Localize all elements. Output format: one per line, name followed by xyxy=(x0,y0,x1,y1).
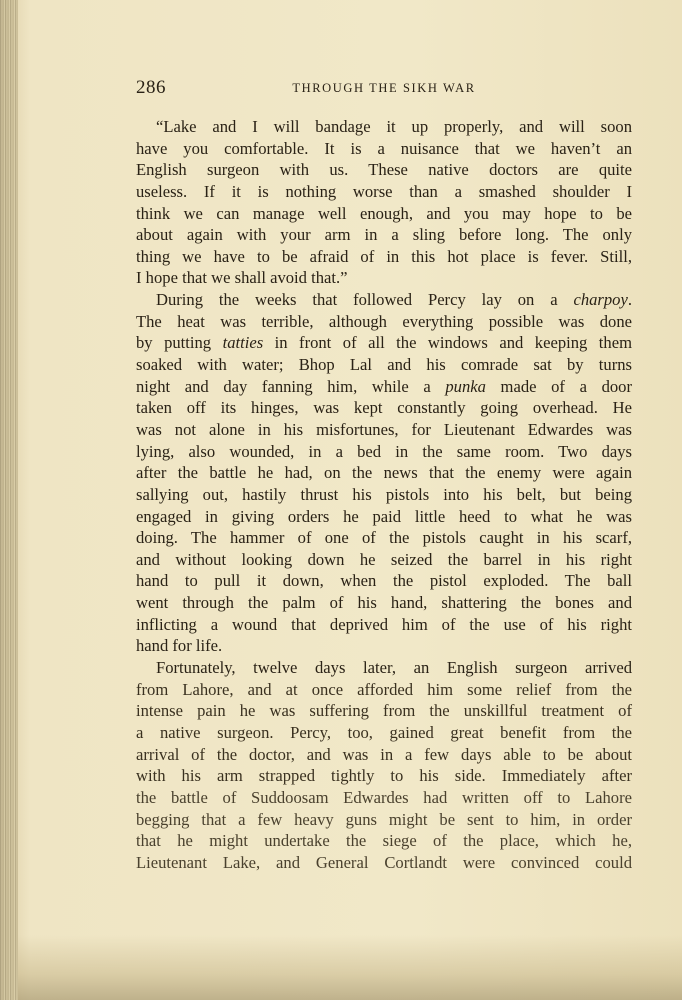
text-line xyxy=(136,852,632,874)
text-segment: hand to pull it down, when the pistol exploded. The ball xyxy=(136,571,632,591)
text-line xyxy=(136,657,632,679)
text-segment: that he might undertake the siege of the place, which he, xyxy=(136,831,632,851)
text-line xyxy=(136,441,632,463)
text-line xyxy=(136,376,632,398)
text-segment: inflicting a wound that deprived him of the use of his right xyxy=(136,614,632,634)
text-line xyxy=(136,138,632,160)
text-line xyxy=(136,527,632,549)
text-line xyxy=(136,744,632,766)
text-line xyxy=(136,506,632,528)
text-line xyxy=(136,224,632,246)
text-segment: begging that a few heavy guns might be sent to him, in order xyxy=(136,809,632,829)
text-segment: doing. The hammer of one of the pistols caught in his scarf, xyxy=(136,528,632,548)
text-line xyxy=(136,116,632,138)
text-segment: and without looking down he seized the barrel in his right xyxy=(136,549,632,569)
text-segment: a native surgeon. Percy, too, gained great benefit from the xyxy=(136,722,632,742)
text-line xyxy=(136,592,632,614)
text-segment: Lieutenant Lake, and General Cortlandt were convinced could xyxy=(136,852,632,872)
text-line xyxy=(136,809,632,831)
text-line xyxy=(136,354,632,376)
text-line xyxy=(136,267,632,289)
text-line xyxy=(136,289,632,311)
text-segment: from Lahore, and at once afforded him some relief from the xyxy=(136,679,632,699)
page-header xyxy=(135,77,633,99)
text-segment: in front of all the windows and keeping them xyxy=(263,333,632,353)
text-line xyxy=(136,700,632,722)
text-segment: hand for life. xyxy=(136,636,223,656)
text-segment: I hope that we shall avoid that.” xyxy=(136,268,348,288)
text-segment: went through the palm of his hand, shattering the bones and xyxy=(136,593,632,613)
running-head: THROUGH THE SIKH WAR xyxy=(292,81,476,95)
text-segment: English surgeon with us. These native doctors are quite xyxy=(136,160,632,180)
text-segment: engaged in giving orders he paid little heed to what he was xyxy=(136,506,632,526)
book-gutter xyxy=(0,0,18,1000)
text-line xyxy=(136,419,632,441)
text-segment: with his arm strapped tightly to his side. Immediately after xyxy=(136,766,632,786)
text-segment: soaked with water; Bhop Lal and his comrade sat by turns xyxy=(136,355,632,375)
text-line xyxy=(136,722,632,744)
italic-term: punka xyxy=(445,376,486,396)
text-segment: useless. If it is nothing worse than a smashed shoulder I xyxy=(136,181,632,201)
text-line xyxy=(136,397,632,419)
text-line xyxy=(136,549,632,571)
text-line xyxy=(136,159,632,181)
text-segment: sallying out, hastily thrust his pistols into his belt, but being xyxy=(136,484,632,504)
text-segment: lying, also wounded, in a bed in the same room. Two days xyxy=(136,441,632,461)
text-segment: by putting xyxy=(136,333,223,353)
text-segment: night and day fanning him, while a xyxy=(136,376,446,396)
text-line xyxy=(136,181,632,203)
text-segment: taken off its hinges, was kept constantly going overhead. He xyxy=(136,398,632,418)
text-segment: thing we have to be afraid of in this hot place is fever. Still, xyxy=(136,246,632,266)
text-segment: the battle of Suddoosam Edwardes had written off to Lahore xyxy=(136,787,632,807)
text-segment: During the weeks that followed Percy lay on a xyxy=(156,290,574,310)
text-line xyxy=(136,787,632,809)
text-line xyxy=(136,830,632,852)
text-segment: have you comfortable. It is a nuisance that we haven’t an xyxy=(136,138,632,158)
text-line xyxy=(136,462,632,484)
text-line xyxy=(136,614,632,636)
text-segment: was not alone in his misfortunes, for Lieutenant Edwardes was xyxy=(136,419,632,439)
text-segment: intense pain he was suffering from the unskillful treatment of xyxy=(136,701,632,721)
page-bottom-shading xyxy=(18,935,682,1000)
text-segment: . xyxy=(627,290,632,310)
italic-term: charpoy xyxy=(573,290,628,310)
text-segment: about again with your arm in a sling before long. The only xyxy=(136,225,632,245)
text-segment: think we can manage well enough, and you may hope to be xyxy=(136,203,632,223)
text-line xyxy=(136,484,632,506)
body-text xyxy=(136,116,632,873)
text-segment: after the battle he had, on the news that the enemy were again xyxy=(136,463,632,483)
text-line xyxy=(136,635,632,657)
page-number: 286 xyxy=(136,77,166,98)
text-line xyxy=(136,332,632,354)
text-line xyxy=(136,570,632,592)
italic-term: tatties xyxy=(222,333,264,353)
text-segment: “Lake and I will bandage it up properly, and will soon xyxy=(156,117,632,136)
text-segment: Fortunately, twelve days later, an English surgeon arrived xyxy=(156,658,632,678)
text-segment: arrival of the doctor, and was in a few days able to be about xyxy=(136,744,632,764)
text-line xyxy=(136,311,632,333)
text-line xyxy=(136,203,632,225)
text-segment: The heat was terrible, although everything possible was done xyxy=(136,311,632,331)
text-segment: made of a door xyxy=(485,376,632,396)
text-line xyxy=(136,679,632,701)
text-line xyxy=(136,246,632,268)
text-line xyxy=(136,765,632,787)
